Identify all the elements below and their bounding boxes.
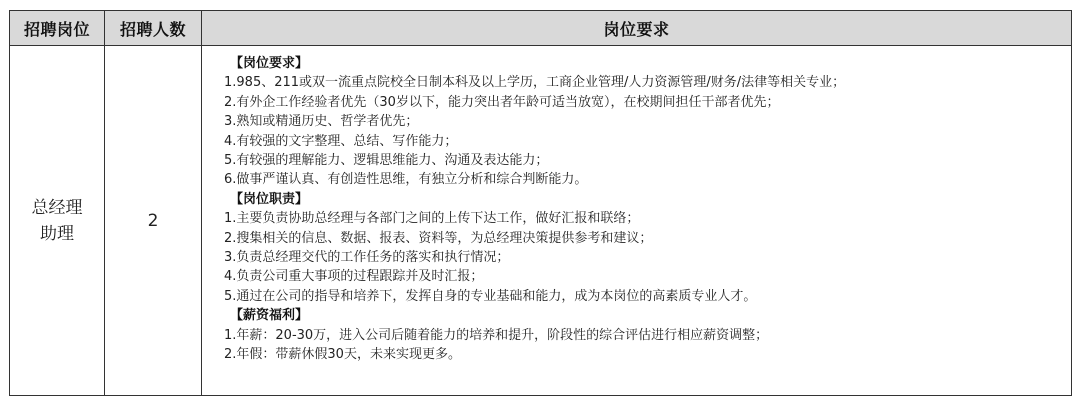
duty-item: 1.主要负责协助总经理与各部门之间的上传下达工作，做好汇报和联络； — [224, 211, 640, 227]
requirements-content — [202, 46, 1071, 365]
duty-item: 2.搜集相关的信息、数据、报表、资料等，为总经理决策提供参考和建议； — [224, 230, 653, 246]
headcount-value: 2 — [147, 211, 159, 231]
requirement-item: 2.有外企工作经验者优先（30岁以下，能力突出者年龄可适当放宽），在校期间担任干部者优先； — [224, 94, 780, 110]
header-count: 招聘人数 — [105, 11, 202, 45]
header-requirements: 岗位要求 — [603, 19, 670, 39]
requirements-cell — [202, 46, 1071, 396]
duty-item: 4.负责公司重大事项的过程跟踪并及时汇报； — [224, 269, 484, 285]
position-name: 总经理助理 — [31, 198, 83, 244]
requirement-item: 3.熟知或精通历史、哲学者优先； — [224, 114, 419, 130]
benefit-item: 2.年假：带薪休假30天，未来实现更多。 — [224, 347, 461, 363]
table-header-row — [10, 11, 1071, 46]
duty-item: 5.通过在公司的指导和培养下，发挥自身的专业基础和能力，成为本岗位的高素质专业人才。 — [224, 288, 757, 304]
position-cell — [10, 46, 105, 396]
benefit-item: 1.年薪：20-30万，进入公司后随着能力的培养和提升，阶段性的综合评估进行相应薪资调整； — [224, 327, 769, 343]
section-title-requirements: 【岗位要求】 — [230, 56, 309, 71]
section-title-duties: 【岗位职责】 — [230, 191, 309, 207]
header-position: 招聘岗位 — [10, 11, 105, 45]
job-table — [9, 10, 1072, 396]
table-row — [10, 46, 1071, 396]
duty-item: 3.负责总经理交代的工作任务的落实和执行情况； — [224, 250, 510, 266]
count-cell — [105, 46, 202, 396]
section-title-benefits: 【薪资福利】 — [230, 308, 309, 324]
requirement-item: 1.985、211或双一流重点院校全日制本科及以上学历，工商企业管理/人力资源管理/财务/法律等相关专业； — [224, 75, 846, 91]
requirement-item: 4.有较强的文字整理、总结、写作能力； — [224, 133, 458, 149]
requirement-item: 6.做事严谨认真、有创造性思维，有独立分析和综合判断能力。 — [224, 172, 588, 188]
requirement-item: 5.有较强的理解能力、逻辑思维能力、沟通及表达能力； — [224, 153, 549, 169]
